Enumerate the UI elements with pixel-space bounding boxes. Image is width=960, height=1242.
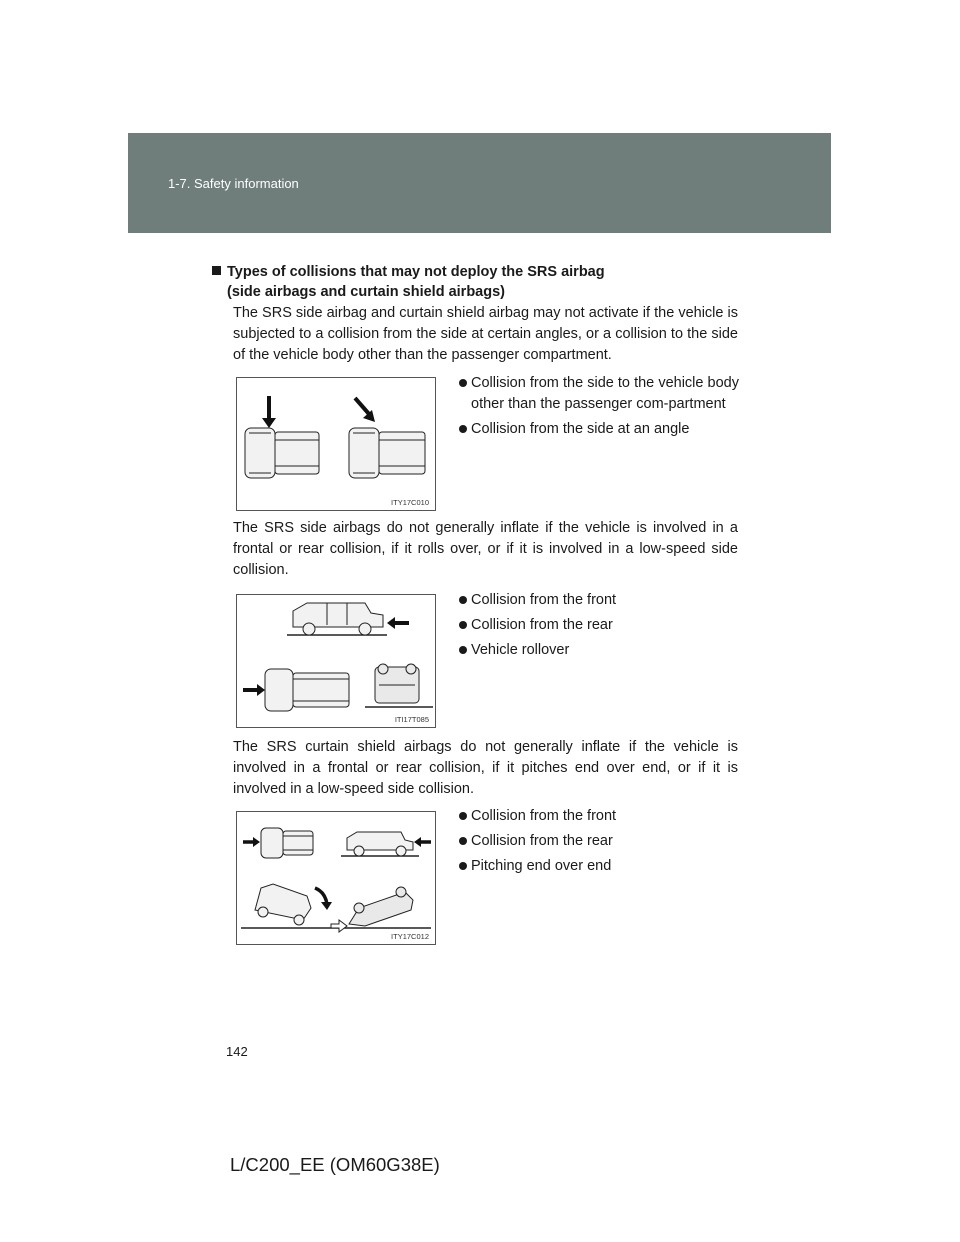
heading-line-2: (side airbags and curtain shield airbags) xyxy=(227,284,505,300)
suv-side-view-icon xyxy=(293,603,383,635)
front-rear-pitching-illustration xyxy=(237,812,435,944)
suv-side-view-icon xyxy=(347,832,413,856)
flipped-car-icon xyxy=(349,887,413,926)
heading-line-1: Types of collisions that may not deploy the SRS airbag xyxy=(227,264,605,280)
bullet-item: Collision from the rear xyxy=(459,615,739,636)
square-bullet-icon xyxy=(212,266,221,275)
figure-code: ITY17C012 xyxy=(391,932,429,941)
figure-front-rear-rollover xyxy=(236,594,436,728)
page-number: 142 xyxy=(226,1044,248,1059)
bullet-list-side-collisions xyxy=(459,373,739,444)
rotation-arrow-icon xyxy=(315,888,327,904)
car-top-view-icon xyxy=(265,669,349,711)
bullet-item: Pitching end over end xyxy=(459,856,739,877)
arrow-diagonal-icon xyxy=(355,398,369,414)
bullet-item: Collision from the rear xyxy=(459,831,739,852)
bullet-list-side-airbag xyxy=(459,590,739,665)
front-rear-rollover-illustration xyxy=(237,595,435,727)
bullet-item: Collision from the side at an angle xyxy=(459,419,739,440)
bullet-item: Vehicle rollover xyxy=(459,640,739,661)
bullet-item: Collision from the front xyxy=(459,590,739,611)
chapter-title: 1-7. Safety information xyxy=(168,176,299,191)
document-code: L/C200_EE (OM60G38E) xyxy=(230,1154,440,1175)
figure-code: ITY17C010 xyxy=(391,498,429,507)
paragraph-side-airbag-intro: The SRS side airbag and curtain shield airbag may not activate if the vehicle is subjected to a collision from the side at certain angles, or a collision to the side of the vehicle body other than the passenger compartment. xyxy=(233,305,738,363)
car-top-view-icon xyxy=(261,828,313,858)
figure-front-rear-pitching xyxy=(236,811,436,945)
side-angle-collision-illustration xyxy=(237,378,435,510)
car-top-view-icon xyxy=(349,428,425,478)
paragraph-curtain-airbag-no-inflate: The SRS curtain shield airbags do not generally inflate if the vehicle is involved in a frontal or rear collision, if it pitches end over end, or if it is involved in a low-speed side collision. xyxy=(233,739,738,797)
overturned-car-icon xyxy=(375,664,419,703)
figure-code: ITI17T085 xyxy=(394,715,429,724)
bullet-item: Collision from the front xyxy=(459,806,739,827)
section-heading xyxy=(212,262,605,302)
figure-side-collision-angles xyxy=(236,377,436,511)
car-top-view-icon xyxy=(245,428,319,478)
pitching-car-icon xyxy=(255,884,311,925)
paragraph-side-airbag-no-inflate: The SRS side airbags do not generally inflate if the vehicle is involved in a frontal or rear collision, if it rolls over, or if it is involved in a low-speed side collision. xyxy=(233,520,738,578)
bullet-item: Collision from the side to the vehicle body other than the passenger com-partment xyxy=(459,373,739,414)
bullet-list-curtain-airbag xyxy=(459,806,739,881)
arrow-outline-icon xyxy=(331,920,347,932)
